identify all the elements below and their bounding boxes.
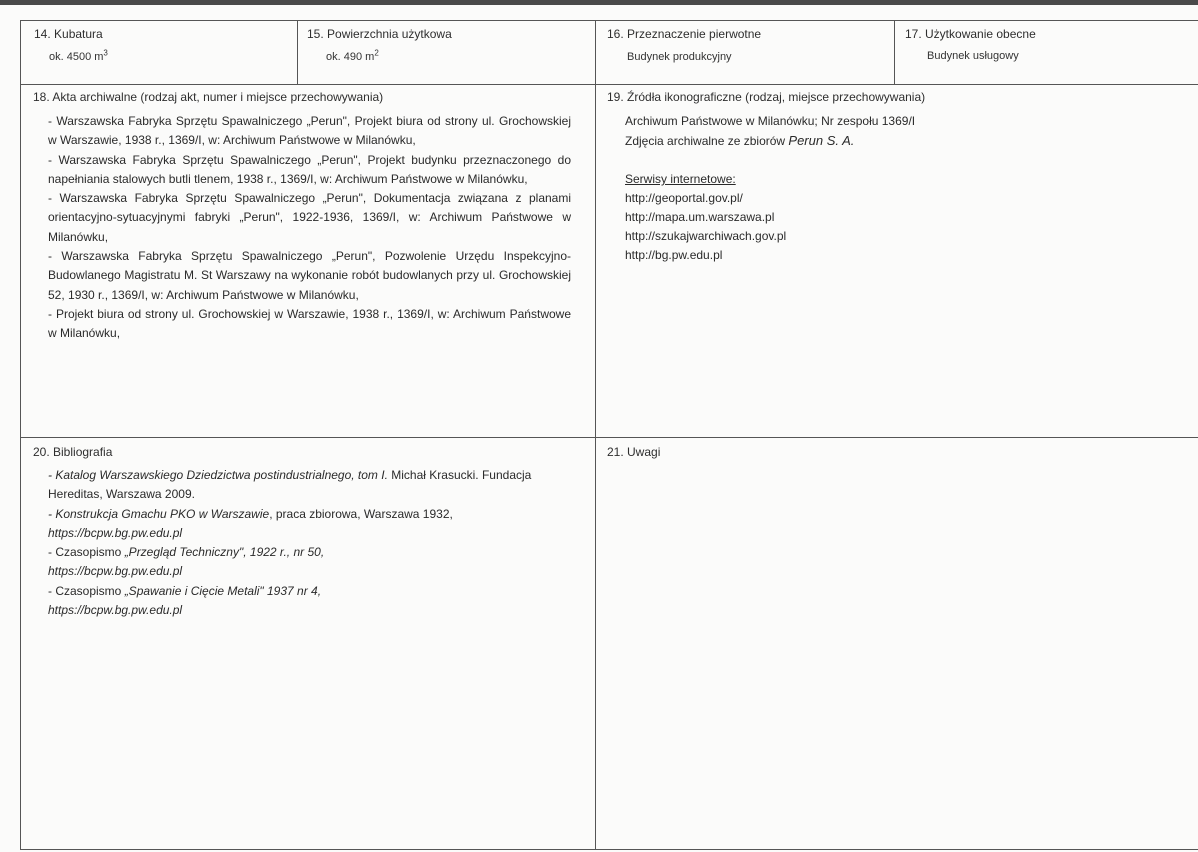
bib-url[interactable]: https://bcpw.bg.pw.edu.pl	[48, 525, 183, 540]
cell-zrodla-ikonograficzne	[596, 85, 1198, 437]
cell-uwagi-label: 21. Uwagi	[607, 445, 661, 459]
cell-kubatura	[21, 21, 297, 84]
cell-bibliografia	[21, 438, 595, 849]
url-link[interactable]: http://bg.pw.edu.pl	[625, 248, 723, 262]
zrodla-line: Zdjęcia archiwalne ze zbiorów Perun S. A.	[625, 133, 855, 148]
grid-line	[20, 849, 1198, 850]
bib-entry: - Katalog Warszawskiego Dziedzictwa postindustrialnego, tom I. Michał Krasucki. Fundacja Hereditas, Warszawa 2009.	[48, 468, 532, 502]
url-link[interactable]: http://mapa.um.warszawa.pl	[625, 210, 775, 224]
akta-entries	[48, 112, 571, 344]
cell-zrodla-label: 19. Źródła ikonograficzne (rodzaj, miejsce przechowywania)	[607, 90, 926, 104]
cell-powierzchnia-value: ok. 490 $m^2$	[326, 48, 379, 63]
cell-powierzchnia	[298, 21, 595, 84]
cell-przeznaczenie-value: Budynek produkcyjny	[627, 51, 732, 63]
cell-uzytkowanie-label: 17. Użytkowanie obecne	[905, 27, 1036, 41]
cell-przeznaczenie-label: 16. Przeznaczenie pierwotne	[607, 27, 762, 41]
bib-entry: - Czasopismo „Spawanie i Cięcie Metali" 1937 nr 4,	[48, 583, 322, 598]
zrodla-content	[625, 112, 915, 265]
cell-akta-label: 18. Akta archiwalne (rodzaj akt, numer i miejsce przechowywania)	[33, 90, 384, 104]
cell-przeznaczenie	[596, 21, 894, 84]
cell-uzytkowanie	[895, 21, 1198, 84]
bibliografia-entries	[48, 466, 573, 620]
cell-powierzchnia-label: 15. Powierzchnia użytkowa	[307, 27, 452, 41]
cell-akta-archiwalne	[21, 85, 595, 437]
cell-kubatura-value: ok. 4500 $m^3$	[49, 48, 108, 63]
cell-bibliografia-label: 20. Bibliografia	[33, 445, 113, 459]
web-services-heading: Serwisy internetowe:	[625, 172, 736, 186]
zrodla-spacer	[625, 151, 915, 170]
url-link[interactable]: http://geoportal.gov.pl/	[625, 191, 743, 205]
zrodla-line: Archiwum Państwowe w Milanówku; Nr zespołu 1369/I	[625, 114, 916, 128]
cell-uwagi	[596, 438, 1198, 849]
bib-url[interactable]: https://bcpw.bg.pw.edu.pl	[48, 564, 183, 579]
akta-entry: - Warszawska Fabryka Sprzętu Spawalniczego „Perun", Dokumentacja związana z planami orientacyjno-sytuacyjnymi fabryki „Perun", 1922-1936, 1369/I, w: Archiwum Państwowe w Milanówku,	[48, 191, 571, 244]
bib-entry: - Czasopismo „Przegląd Techniczny", 1922 r., nr 50,	[48, 545, 325, 560]
akta-entry: - Warszawska Fabryka Sprzętu Spawalniczego „Perun", Projekt budynku przeznaczonego do napełniania stalowych butli tlenem, 1938 r., 1369/I, w: Archiwum Państwowe w Milanówku,	[48, 152, 571, 186]
bib-entry: - Konstrukcja Gmachu PKO w Warszawie, praca zbiorowa, Warszawa 1932,	[48, 506, 453, 521]
url-link[interactable]: http://szukajwarchiwach.gov.pl	[625, 229, 787, 243]
akta-entry: - Projekt biura od strony ul. Grochowskiej w Warszawie, 1938 r., 1369/I, w: Archiwum Państwowe w Milanówku,	[48, 306, 571, 341]
top-border	[0, 0, 1198, 5]
cell-uzytkowanie-value: Budynek usługowy	[927, 50, 1019, 62]
bib-url[interactable]: https://bcpw.bg.pw.edu.pl	[48, 603, 183, 618]
cell-kubatura-label: 14. Kubatura	[34, 27, 103, 41]
akta-entry: - Warszawska Fabryka Sprzętu Spawalniczego „Perun", Pozwolenie Urzędu Inspekcyjno-Budowlanego Magistratu M. St Warszawy na wykonanie robót budowlanych przy ul. Grochowskiej 52, 1930 r., 1369/I, w: Archiwum Państwowe w Milanówku,	[48, 249, 571, 302]
akta-entry: - Warszawska Fabryka Sprzętu Spawalniczego „Perun", Projekt biura od strony ul. Grochowskiej w Warszawie, 1938 r., 1369/I, w: Archiwum Państwowe w Milanówku,	[48, 114, 571, 148]
